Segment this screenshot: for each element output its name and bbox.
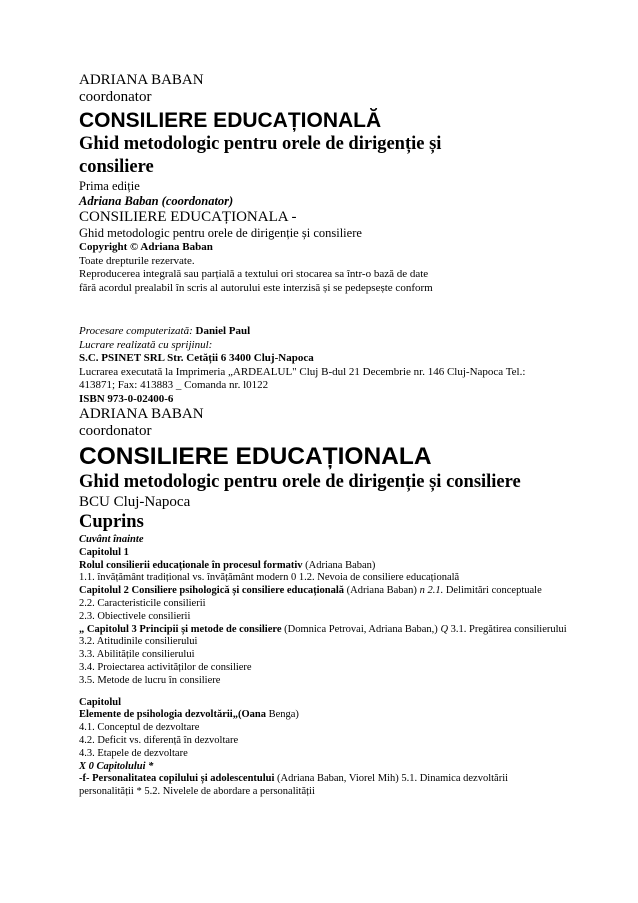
- toc-chapter3-tail: 3.1. Pregătirea consilierului: [448, 623, 567, 635]
- toc-item: 3.4. Proiectarea activităților de consiliere: [79, 661, 252, 673]
- toc-chapter1-author: (Adriana Baban): [302, 559, 376, 571]
- print-line2: 413871; Fax: 413883 _ Comanda nr. l0122: [79, 379, 269, 391]
- toc-chapter3-author: (Domnica Petrovai, Adriana Baban,): [281, 623, 441, 635]
- toc-chapter1-title: [79, 560, 579, 573]
- toc-item: 4.2. Deficit vs. diferență în dezvoltare: [79, 734, 239, 746]
- toc-chapter2-tail: Delimitări conceptuale: [443, 585, 542, 597]
- author-name-2: ADRIANA BABAN: [79, 406, 204, 422]
- toc-chapter5-label: X 0 Capitolului *: [79, 760, 154, 772]
- processing-name: Daniel Paul: [195, 325, 251, 337]
- toc-chapter2-mark: n 2.1.: [419, 585, 444, 597]
- book-subtitle-line2: consiliere: [79, 157, 154, 177]
- toc-item: 3.2. Atitudinile consilierului: [79, 636, 198, 648]
- edition-label: Prima ediție: [79, 179, 140, 193]
- author-role: coordonator: [79, 89, 152, 105]
- toc-foreword: Cuvânt înainte: [79, 534, 144, 545]
- rights-line: Toate drepturile rezervate.: [79, 254, 195, 267]
- title-repeat: CONSILIERE EDUCAȚIONALA -: [79, 209, 297, 225]
- document-page: [79, 72, 579, 799]
- author-role-2: coordonator: [79, 423, 152, 439]
- notice-line1: Reproducerea integrală sau parțială a textului ori stocarea sa într-o bază de date: [79, 268, 429, 280]
- toc-item: 4.1. Conceptul de dezvoltare: [79, 722, 200, 734]
- toc-chapter2-title: [79, 585, 579, 598]
- spacer: [79, 688, 579, 697]
- toc-chapter5-line2: personalității * 5.2. Nivelele de abordare a personalității: [79, 786, 315, 798]
- author-name: ADRIANA BABAN: [79, 72, 204, 88]
- toc-chapter4-title: [79, 709, 579, 722]
- toc-chapter3-mark: Q: [440, 623, 449, 635]
- toc-chapter4-author: Benga): [265, 709, 299, 721]
- toc-chapter1-title-text: Rolul consilierii educaționale în procesul formativ: [79, 559, 303, 571]
- subtitle-repeat: Ghid metodologic pentru orele de dirigenție și consiliere: [79, 226, 362, 240]
- toc-chapter5-author: (Adriana Baban, Viorel Mih) 5.1. Dinamica dezvoltării: [274, 773, 509, 785]
- toc-chapter4-label: Capitolul: [79, 696, 122, 708]
- toc-chapter5-title: [79, 773, 579, 786]
- toc-item: 2.2. Caracteristicile consilierii: [79, 597, 206, 609]
- isbn-line: ISBN 973-0-02400-6: [79, 392, 174, 405]
- toc-chapter1-items: 1.1. învățământ tradițional vs. învățământ modern 0 1.2. Nevoia de consiliere educațională: [79, 572, 460, 584]
- toc-heading: Cuprins: [79, 512, 144, 532]
- sponsor-line: S.C. PSINET SRL Str. Cetății 6 3400 Cluj-Napoca: [79, 352, 314, 364]
- processing-line: [79, 325, 579, 339]
- toc-chapter2-title-text: Capitolul 2 Consiliere psihologică și consiliere educațională: [79, 585, 345, 597]
- toc-item: 3.3. Abilitățile consilierului: [79, 649, 195, 661]
- author-credit: Adriana Baban (coordonator): [79, 194, 234, 208]
- library-line: BCU Cluj-Napoca: [79, 494, 191, 510]
- notice-line2: fără acordul prealabil în scris al autorului este interzisă și se pedepsește conform: [79, 281, 433, 294]
- spacer: [79, 295, 579, 325]
- copyright-line: Copyright © Adriana Baban: [79, 241, 213, 253]
- toc-item: 4.3. Etapele de dezvoltare: [79, 747, 188, 759]
- book-title-2: CONSILIERE EDUCAȚIONALA: [79, 443, 432, 470]
- support-label: Lucrare realizată cu sprijinul:: [79, 338, 213, 351]
- book-title: CONSILIERE EDUCAȚIONALĂ: [79, 109, 382, 132]
- toc-chapter1-label: Capitolul 1: [79, 546, 129, 558]
- toc-chapter5-title-text: -f- Personalitatea copilului și adolescentului: [79, 773, 275, 785]
- book-subtitle-2: Ghid metodologic pentru orele de dirigenție și consiliere: [79, 472, 521, 492]
- toc-chapter3-title-text: „ Capitolul 3 Principii și metode de consiliere: [79, 623, 282, 635]
- processing-label: Procesare computerizată:: [79, 325, 193, 337]
- toc-item: 3.5. Metode de lucru în consiliere: [79, 674, 221, 686]
- book-subtitle-line1: Ghid metodologic pentru orele de dirigenție și: [79, 134, 442, 154]
- toc-item: 2.3. Obiectivele consilierii: [79, 610, 191, 622]
- toc-chapter3-title: [79, 624, 579, 637]
- toc-chapter2-author: (Adriana Baban): [344, 585, 420, 597]
- print-line1: Lucrarea executată la Imprimeria „ARDEALUL" Cluj B-dul 21 Decembrie nr. 146 Cluj-Napoca Tel.:: [79, 365, 526, 378]
- toc-chapter4-title-text: Elemente de psihologia dezvoltării„(Oana: [79, 709, 266, 721]
